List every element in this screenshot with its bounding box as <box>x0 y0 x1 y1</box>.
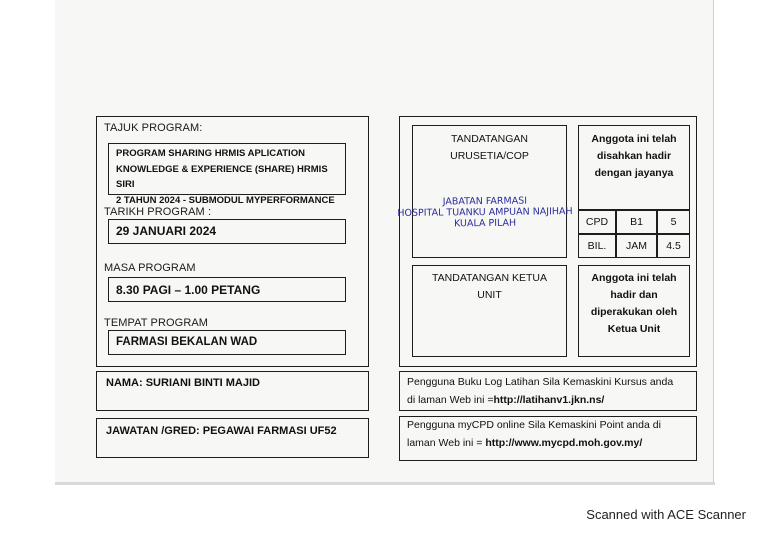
cpd-cell-category: B1 <box>616 210 657 234</box>
attendance-verified-text <box>578 131 690 182</box>
tarikh-value: 29 JANUARI 2024 <box>116 224 217 238</box>
jawatan-value: JAWATAN /GRED: PEGAWAI FARMASI UF52 <box>106 425 337 437</box>
tajuk-line-2: KNOWLEDGE & EXPERIENCE (SHARE) HRMIS SIRI <box>116 163 328 190</box>
diperakukan-line-2: hadir dan <box>610 289 658 301</box>
mycpd-line-1: Pengguna myCPD online Sila Kemaskini Point anda di <box>407 419 661 431</box>
urusetia-label <box>412 131 567 165</box>
ketua-unit-label <box>412 270 567 304</box>
scan-edge <box>55 482 715 485</box>
diperakukan-line-4: Ketua Unit <box>607 323 661 335</box>
tajuk-line-1: PROGRAM SHARING HRMIS APLICATION <box>116 148 305 159</box>
stamp-line-3: KUALA PILAH <box>453 217 517 230</box>
nama-value: NAMA: SURIANI BINTI MAJID <box>106 377 260 389</box>
sah-line-1: Anggota ini telah <box>591 133 677 145</box>
mycpd-url: http://www.mycpd.moh.gov.my/ <box>485 437 643 449</box>
bil-cell-label: BIL. <box>578 234 616 258</box>
buku-log-line-1: Pengguna Buku Log Latihan Sila Kemaskini Kursus anda <box>407 376 674 388</box>
diperakukan-line-3: diperakukan oleh <box>590 306 678 318</box>
tajuk-line-3: 2 TAHUN 2024 - SUBMODUL MYPERFORMANCE <box>116 194 335 206</box>
jam-cell-label: JAM <box>616 234 657 258</box>
mycpd-text <box>407 416 661 452</box>
tajuk-value <box>116 146 344 208</box>
sah-line-3: dengan jayanya <box>594 167 674 179</box>
scanner-watermark: Scanned with ACE Scanner <box>586 507 746 522</box>
masa-value: 8.30 PAGI – 1.00 PETANG <box>116 283 261 297</box>
mycpd-prefix: laman Web ini = <box>407 437 486 449</box>
jawatan-box <box>96 418 369 458</box>
buku-log-url: http://latihanv1.jkn.ns/ <box>493 394 605 406</box>
diperakukan-line-1: Anggota ini telah <box>591 272 677 284</box>
endorsed-by-head-text <box>578 270 690 338</box>
urusetia-line-2: URUSETIA/COP <box>450 150 529 162</box>
buku-log-prefix: di laman Web ini = <box>407 394 494 406</box>
jabatan-farmasi-stamp <box>396 195 574 230</box>
tempat-label: TEMPAT PROGRAM <box>104 317 209 329</box>
tajuk-label: TAJUK PROGRAM: <box>104 122 203 134</box>
ketua-line-2: UNIT <box>477 289 502 301</box>
buku-log-text <box>407 373 673 409</box>
stamp-line-1: JABATAN FARMASI <box>442 195 528 208</box>
jam-cell-value: 4.5 <box>657 234 690 258</box>
cpd-cell-label: CPD <box>578 210 616 234</box>
buku-log-line-2 <box>407 391 673 409</box>
stamp-line-2: HOSPITAL TUANKU AMPUAN NAJIHAH <box>397 206 573 219</box>
ketua-line-1: TANDATANGAN KETUA <box>432 272 547 284</box>
tarikh-label: TARIKH PROGRAM : <box>104 206 212 218</box>
cpd-cell-points: 5 <box>657 210 690 234</box>
masa-label: MASA PROGRAM <box>104 262 196 274</box>
tempat-value: FARMASI BEKALAN WAD <box>116 336 258 348</box>
urusetia-line-1: TANDATANGAN <box>450 133 528 145</box>
sah-line-2: disahkan hadir <box>596 150 672 162</box>
mycpd-line-2 <box>407 434 661 452</box>
